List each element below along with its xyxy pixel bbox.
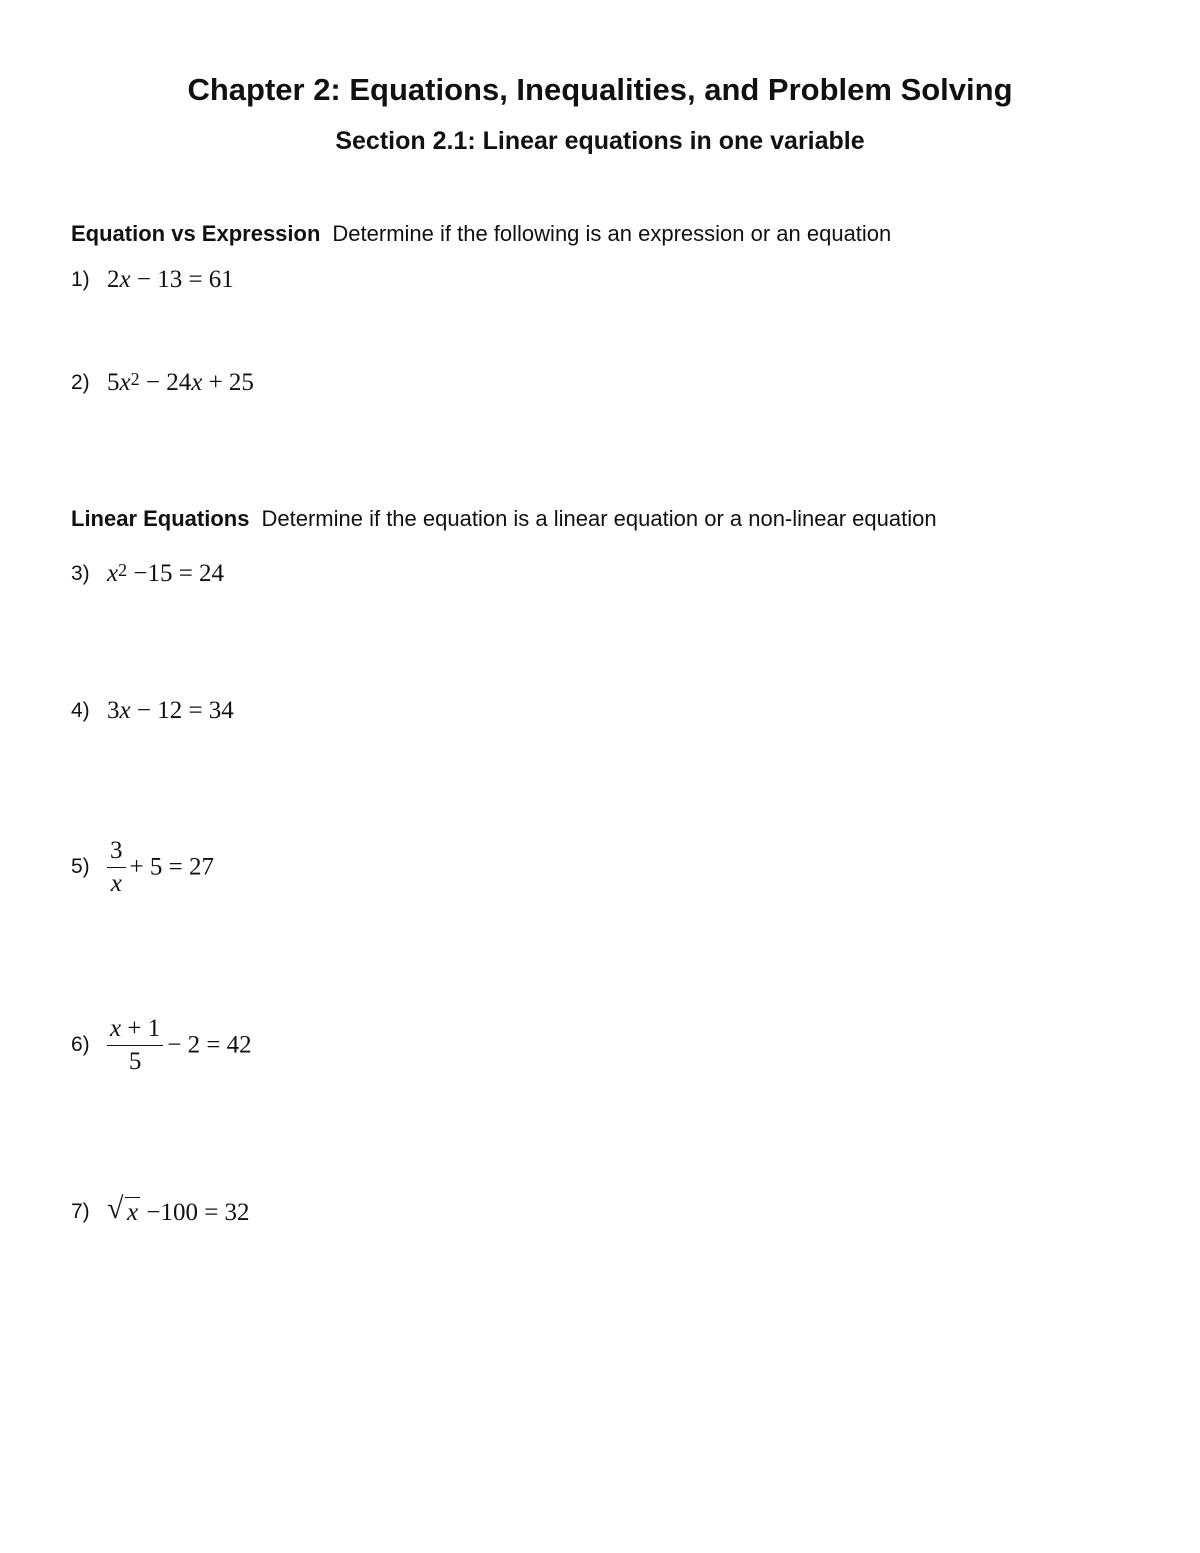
problem-expression: √ x −100 = 32 xyxy=(107,1192,250,1226)
problem-number: 6) xyxy=(71,1033,90,1056)
problem-number: 5) xyxy=(71,855,90,878)
problem-expression: $x^2 -15 = 24$ xyxy=(107,560,225,587)
problem-expression: $\frac{x + 1}{5}$ − 2 = 42 xyxy=(107,1015,252,1076)
problem-number: 1) xyxy=(71,268,90,291)
instruction-label: Linear Equations xyxy=(71,506,250,531)
problem-number: 3) xyxy=(71,562,90,585)
instruction-text: Determine if the equation is a linear equation or a non-linear equation xyxy=(261,506,937,531)
section-title: Section 2.1: Linear equations in one variable xyxy=(335,127,865,155)
instruction-equation-vs-expression xyxy=(71,220,891,248)
instruction-linear-equations xyxy=(71,505,937,533)
radical-sign: √ xyxy=(107,1192,124,1225)
problem-number: 4) xyxy=(71,699,90,722)
instruction-label: Equation vs Expression xyxy=(71,221,321,246)
problem-expression: 3x − 12 = 34 xyxy=(107,697,234,724)
fraction: $\frac{3}{x}$ xyxy=(107,837,126,898)
problem-number: 7) xyxy=(71,1200,90,1223)
chapter-title: Chapter 2: Equations, Inequalities, and Problem Solving xyxy=(187,72,1013,107)
problem-number: 2) xyxy=(71,371,90,394)
problem-expression: $\frac{3}{x}$ + 5 = 27 xyxy=(107,837,214,898)
fraction: $\frac{x + 1}{5}$ xyxy=(107,1015,163,1076)
problem-expression: 2x − 13 = 61 xyxy=(107,266,234,293)
square-root: √ x xyxy=(107,1192,139,1226)
instruction-text: Determine if the following is an expression or an equation xyxy=(332,221,892,246)
problem-expression: $5x^2 - 24x + 25$ xyxy=(107,369,254,396)
